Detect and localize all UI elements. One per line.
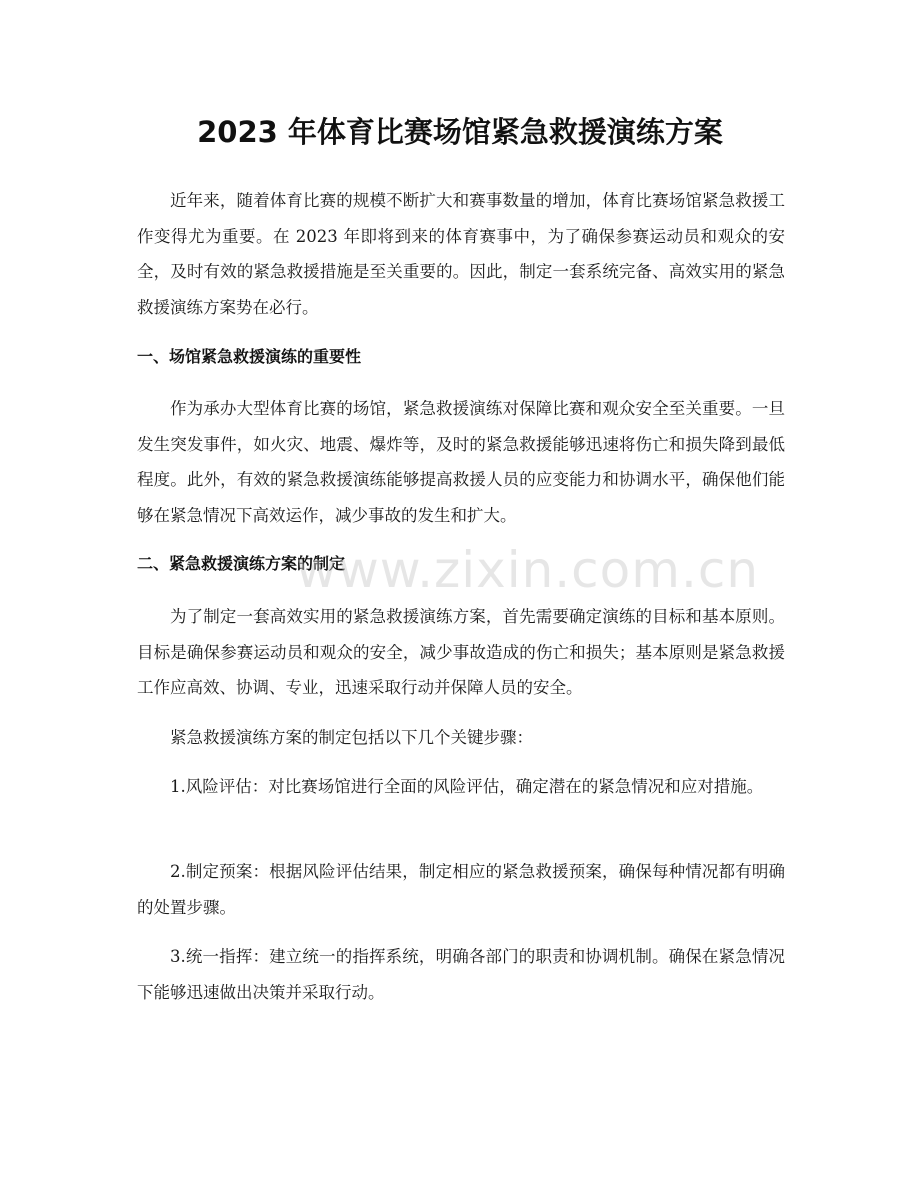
section-1-heading: 一、场馆紧急救援演练的重要性 [137,347,362,366]
section-2-paragraph: 为了制定一套高效实用的紧急救援演练方案，首先需要确定演练的目标和基本原则。目标是确保参赛运动员和观众的安全，减少事故造成的伤亡和损失；基本原则是紧急救援工作应高效、协调、专业，迅速采取行动并保障人员的安全。 [137,607,785,697]
step-item: 2.制定预案：根据风险评估结果，制定相应的紧急救援预案，确保每种情况都有明确的处置步骤。 [137,862,785,917]
section-1-paragraph: 作为承办大型体育比赛的场馆，紧急救援演练对保障比赛和观众安全至关重要。一旦发生突发事件，如火灾、地震、爆炸等，及时的紧急救援能够迅速将伤亡和损失降到最低程度。此外，有效的紧急救援演练能够提高救援人员的应变能力和协调水平，确保他们能够在紧急情况下高效运作，减少事故的发生和扩大。 [137,399,785,525]
watermark: www.zixin.com.cn [296,541,760,599]
section-2-heading: 二、紧急救援演练方案的制定 [137,554,346,573]
intro-paragraph: 近年来，随着体育比赛的规模不断扩大和赛事数量的增加，体育比赛场馆紧急救援工作变得尤为重要。在 2023 年即将到来的体育赛事中，为了确保参赛运动员和观众的安全，及时有效的紧急救援措施是至关重要的。因此，制定一套系统完备、高效实用的紧急救援演练方案势在必行。 [137,191,785,317]
step-item: 3.统一指挥：建立统一的指挥系统，明确各部门的职责和协调机制。确保在紧急情况下能够迅速做出决策并采取行动。 [137,947,785,1002]
step-item: 1.风险评估：对比赛场馆进行全面的风险评估，确定潜在的紧急情况和应对措施。 [170,777,764,796]
document-title: 2023 年体育比赛场馆紧急救援演练方案 [197,115,723,149]
steps-intro-paragraph: 紧急救援演练方案的制定包括以下几个关键步骤： [170,728,533,747]
